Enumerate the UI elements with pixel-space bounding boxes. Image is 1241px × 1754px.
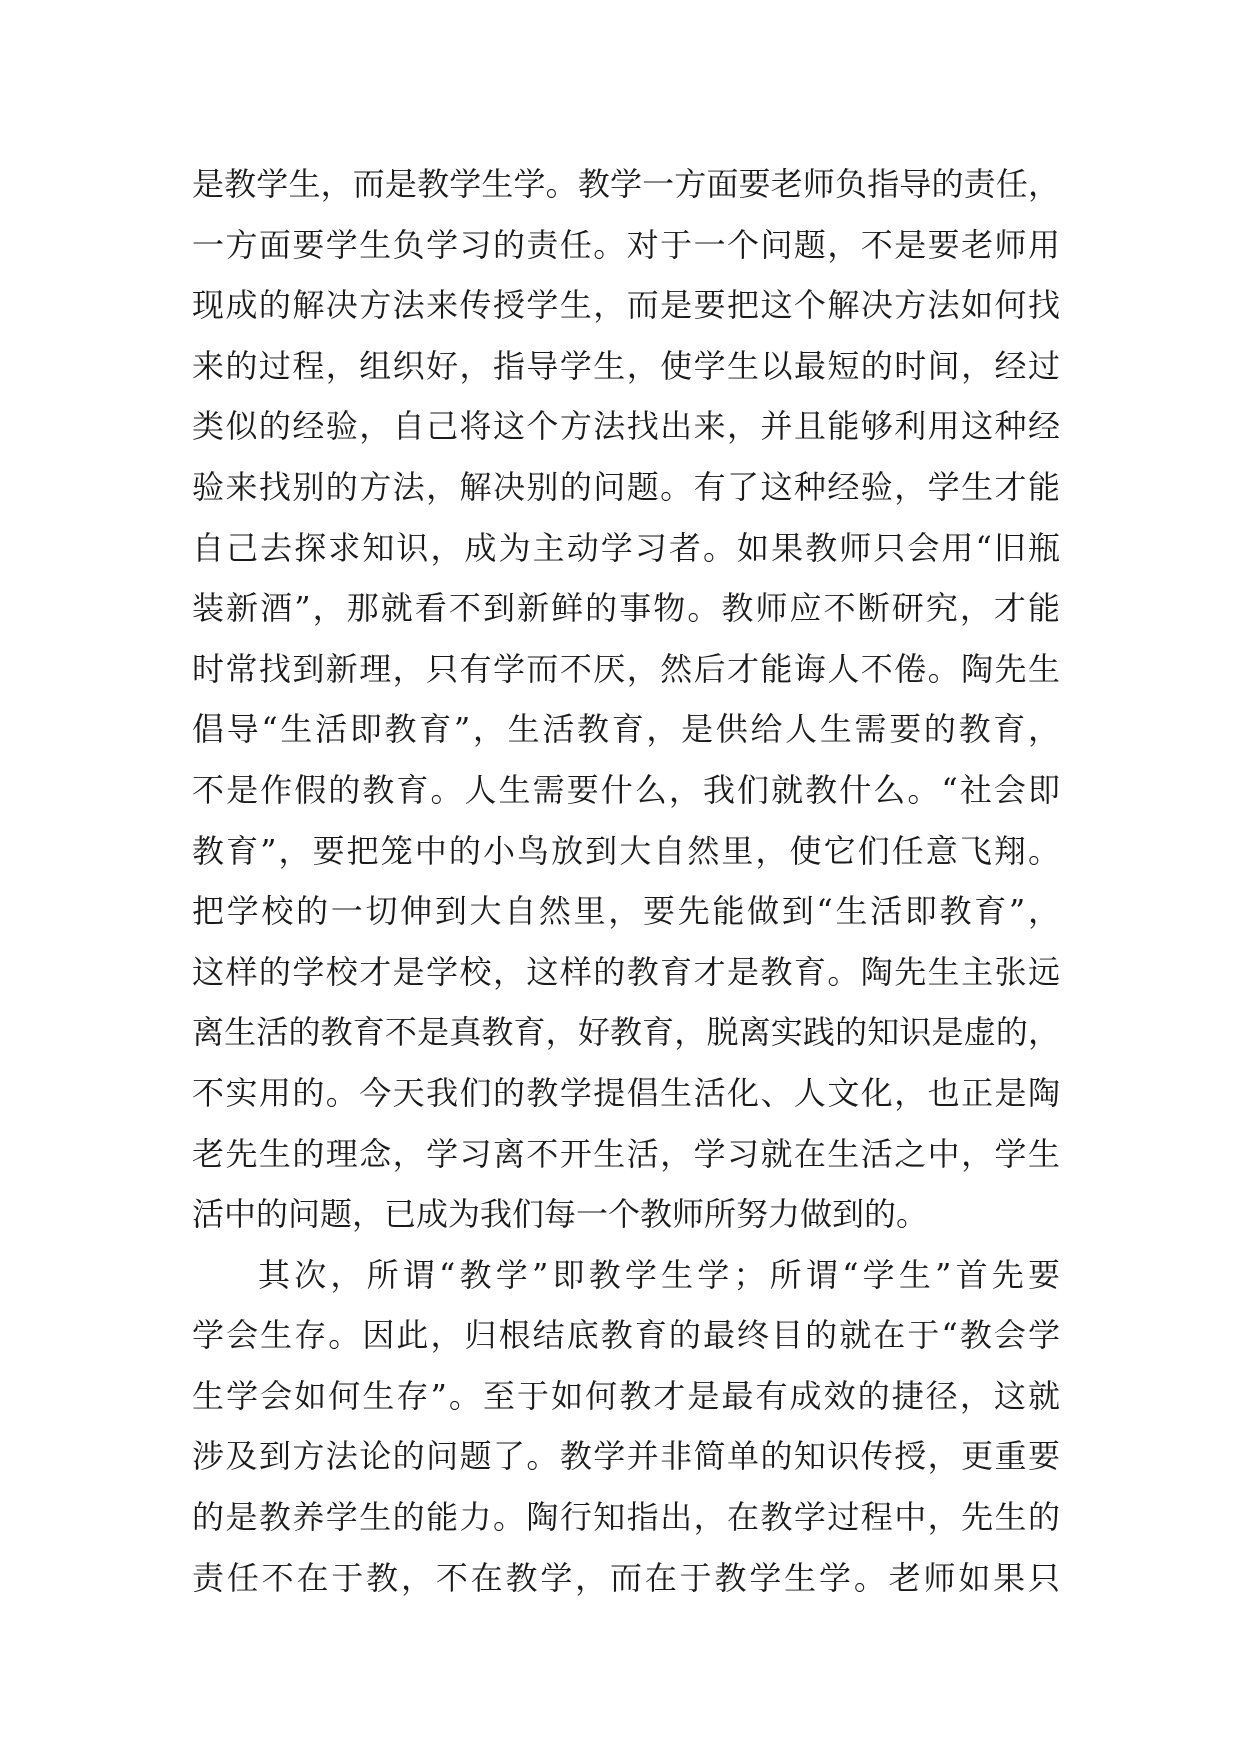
text-line: 离生活的教育不是真教育，好教育，脱离实践的知识是虚的， [192,1013,1060,1052]
text-line: 自己去探求知识，成为主动学习者。如果教师只会用“旧瓶 [192,528,1060,567]
text-line: 涉及到方法论的问题了。教学并非简单的知识传授，更重要 [192,1437,1060,1476]
text-line: 现成的解决方法来传授学生，而是要把这个解决方法如何找 [192,286,1060,325]
text-line: 时常找到新理，只有学而不厌，然后才能诲人不倦。陶先生 [192,649,1060,688]
text-line: 教育”，要把笼中的小鸟放到大自然里，使它们任意飞翔。 [192,831,1060,870]
paragraph-end-line: 活中的问题，已成为我们每一个教师所努力做到的。 [192,1195,929,1234]
text-line: 责任不在于教，不在教学，而在于教学生学。老师如果只 [192,1558,1060,1597]
text-line: 类似的经验，自己将这个方法找出来，并且能够利用这种经 [192,407,1060,446]
text-line: 老先生的理念，学习离不开生活，学习就在生活之中，学生 [192,1134,1060,1173]
text-line: 一方面要学生负学习的责任。对于一个问题，不是要老师用 [192,225,1060,264]
text-line: 来的过程，组织好，指导学生，使学生以最短的时间，经过 [192,346,1060,385]
text-line: 不实用的。今天我们的教学提倡生活化、人文化，也正是陶 [192,1073,1060,1112]
paragraph-start-line: 其次，所谓“教学”即教学生学；所谓“学生”首先要 [258,1255,1060,1294]
text-line: 不是作假的教育。人生需要什么，我们就教什么。“社会即 [192,770,1060,809]
text-line: 生学会如何生存”。至于如何教才是最有成效的捷径，这就 [192,1376,1060,1415]
text-line: 倡导“生活即教育”，生活教育，是供给人生需要的教育， [192,710,1060,749]
text-line: 把学校的一切伸到大自然里，要先能做到“生活即教育”， [192,892,1060,931]
text-line: 验来找别的方法，解决别的问题。有了这种经验，学生才能 [192,467,1060,506]
text-line: 这样的学校才是学校，这样的教育才是教育。陶先生主张远 [192,952,1060,991]
text-line: 是教学生，而是教学生学。教学一方面要老师负指导的责任， [192,165,1060,203]
text-line: 学会生存。因此，归根结底教育的最终目的就在于“教会学 [192,1316,1060,1355]
text-line: 的是教养学生的能力。陶行知指出，在教学过程中，先生的 [192,1498,1060,1537]
body-text [192,154,1060,1608]
text-line: 装新酒”，那就看不到新鲜的事物。教师应不断研究，才能 [192,589,1060,628]
